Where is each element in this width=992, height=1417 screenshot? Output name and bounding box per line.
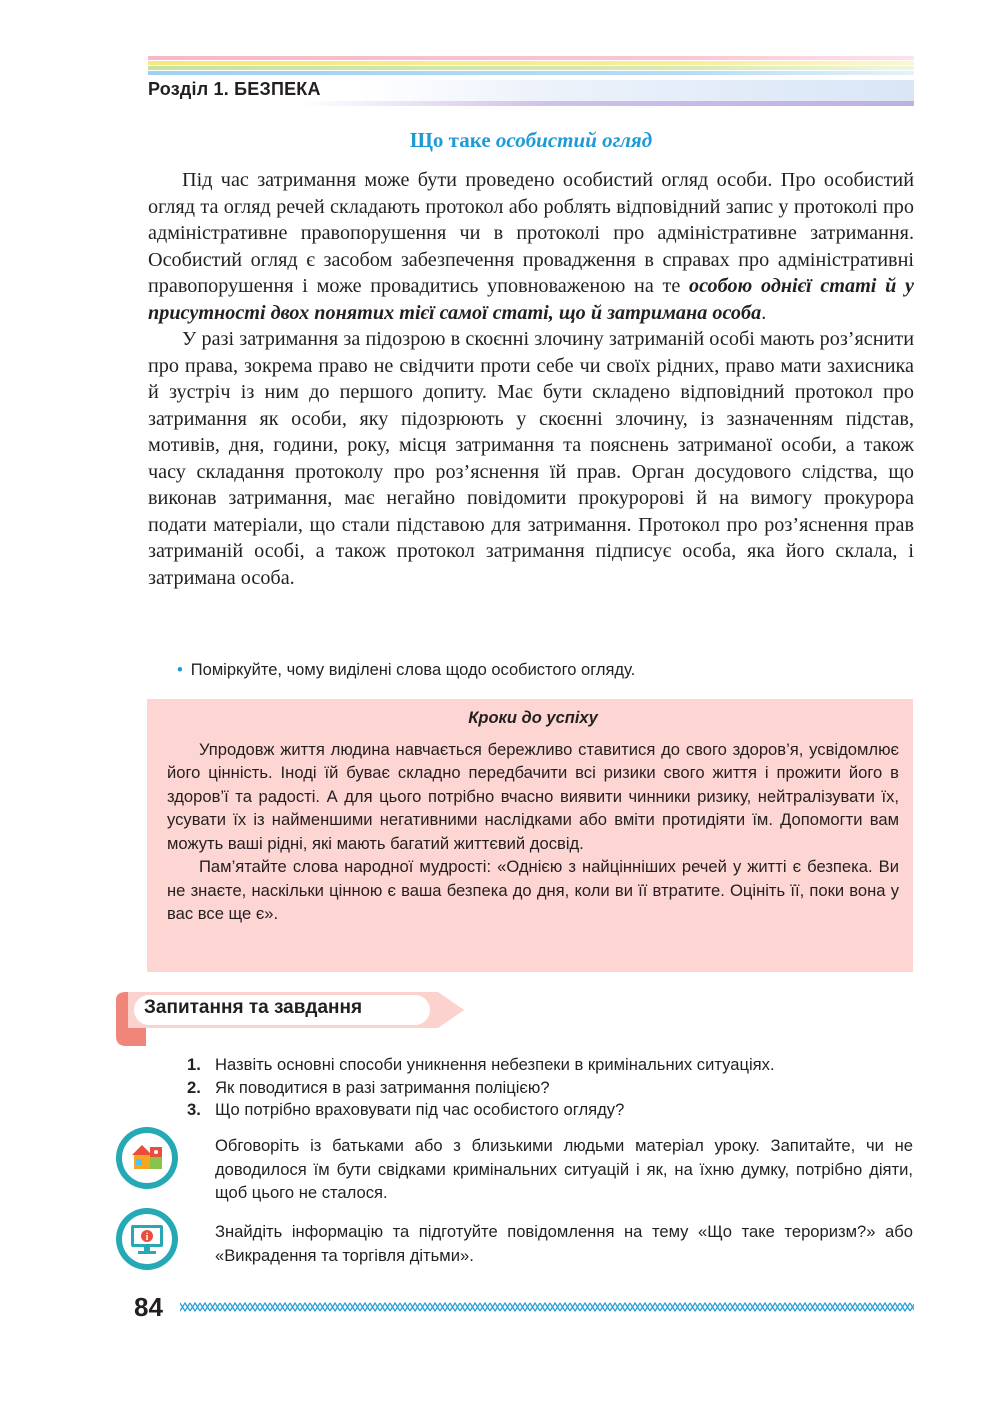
info-task: Знайдіть інформацію та підготуйте повідомлення на тему «Що таке тероризм?» або «Викрадення та торгівля дітьми». <box>215 1222 913 1265</box>
paragraph-1-end: . <box>761 301 767 324</box>
paragraph-2: У разі затримання за підозрою в скоєнні злочину затриманій особі мають роз’яснити про права, зокрема право не свідчити проти себе чи своїх рідних, право мати захисника й зустріч із ним до першого допиту. Має бути складено відповідний протокол про затримання як особи, яку підозрюють у скоєнні злочину, із зазначенням підстав, мотивів, дня, години, року, місця затримання та пояснень затриманої особи, а також часу складання протоколу про роз’яснення їй прав. Орган досудового слідства, що виконав затримання, має негайно повідомити прокуророві й на вимогу прокурора подати матеріали, що стали підставою для затримання. Протокол про роз’яснення прав затриманій особі, а також протокол затримання підписує особа, яка його склала, і затримана особа. <box>148 328 914 589</box>
question-item <box>187 1099 775 1122</box>
bullet-icon: • <box>177 661 183 679</box>
questions-title: Запитання та завдання <box>144 997 363 1018</box>
header-stripe-yellow <box>148 61 914 65</box>
family-puzzle-icon <box>116 1127 178 1189</box>
reflection-prompt <box>177 661 635 680</box>
header-stripe-green <box>148 66 914 70</box>
topic-heading <box>148 128 914 153</box>
header-stripe-purple <box>300 101 914 106</box>
paragraph-1 <box>148 167 914 326</box>
question-item <box>187 1077 775 1100</box>
footer-wave-decoration <box>180 1300 914 1314</box>
steps-box-paragraph-1: Упродовж життя людина навчається бережливо ставитися до свого здоров’я, усвідомлює його цінність. Іноді їй буває складно передбачити всі ризики свого життя і прожити його в здоров’ї та радості. А для цього потрібно вчасно виявити чинники ризику, нейтралізувати їх, усувати їх із найменшими негативними наслідками або вміти протидіяти їм. Допомогти вам можуть ваші рідні, які мають багатий життєвий досвід. <box>167 739 899 853</box>
header-stripe-blue <box>148 71 914 75</box>
question-text: Назвіть основні способи уникнення небезпеки в кримінальних ситуаціях. <box>215 1055 775 1074</box>
paragraph-1-text: Під час затримання може бути проведено особистий огляд особи. Про особистий огляд та огляд речей складають протокол або роблять відповідний запис у протоколі про адміністративне правопорушення чи в протоколі про адміністративне затримання. Особистий огляд є засобом забезпечення провадження в справах про адміністративні правопорушення і може провадитись уповноваженою на те <box>148 169 914 297</box>
family-task: Обговоріть із батьками або з близькими людьми матеріал уроку. Запитайте, чи не доводилося їм бути свідками кримінальних ситуацій і як, на їхню думку, потрібно діяти, щоб цього не сталося. <box>215 1136 913 1202</box>
steps-box-paragraph-2: Пам’ятайте слова народної мудрості: «Однією з найцінніших речей у житті є безпека. Ви не знаєте, наскільки цінною є ваша безпека до дня, коли ви її втратите. Оцініть її, поки вона у вас все ще є». <box>167 857 899 923</box>
main-text <box>148 167 914 591</box>
questions-list <box>187 1054 775 1122</box>
question-text: Як поводитися в разі затримання поліцією? <box>215 1077 550 1097</box>
topic-heading-italic: особистий огляд <box>495 128 653 152</box>
reflection-prompt-text: Поміркуйте, чому виділені слова щодо особистого огляду. <box>190 661 636 679</box>
svg-text:i: i <box>145 1232 149 1243</box>
steps-to-success-box <box>147 699 913 972</box>
paragraph-1-emphasis: особою однієї статі й у присутності двох понятих тієї самої статі, що й затримана особа <box>148 275 914 324</box>
computer-info-icon <box>116 1208 178 1270</box>
question-number: 1. <box>187 1055 201 1074</box>
steps-box-title: Кроки до успіху <box>468 709 598 727</box>
topic-heading-plain: Що таке <box>409 128 496 152</box>
section-title: Розділ 1. БЕЗПЕКА <box>148 79 321 99</box>
question-item <box>187 1054 775 1077</box>
question-text: Що потрібно враховувати під час особистого огляду? <box>215 1100 625 1119</box>
question-number: 3. <box>187 1100 201 1119</box>
question-number: 2. <box>187 1077 201 1097</box>
header-stripe-pink <box>148 56 914 60</box>
page-number: 84 <box>134 1292 163 1322</box>
